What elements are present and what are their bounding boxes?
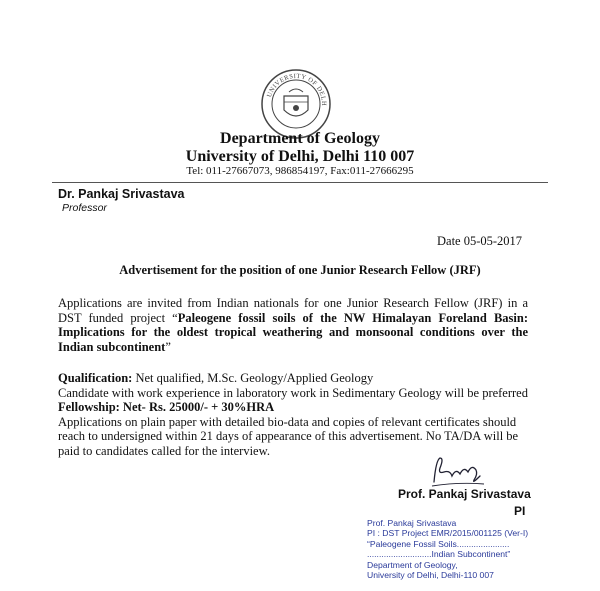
stamp-line-2: PI : DST Project EMR/2015/001125 (Ver-I) xyxy=(367,528,529,539)
intro-prefix: Applications are invited from Indian nationals for one Junior Research Fellow (JRF) in a DST funded project “ xyxy=(58,296,528,325)
official-stamp xyxy=(367,518,562,580)
seal-text: UNIVERSITY OF DELH xyxy=(265,72,328,107)
requirements-block xyxy=(58,371,538,459)
sender-name: Dr. Pankaj Srivastava xyxy=(58,187,185,201)
sender-designation: Professor xyxy=(62,202,107,214)
stamp-line-4: ...........................Indian Subcontinent” xyxy=(367,549,511,560)
stamp-line-6: University of Delhi, Delhi-110 007 xyxy=(367,570,494,581)
department-name: Department of Geology xyxy=(220,130,380,147)
stamp-line-3: “Paleogene Fossil Soils...................... xyxy=(367,538,510,549)
handwritten-signature xyxy=(428,452,488,492)
intro-suffix: ” xyxy=(165,339,171,354)
qualification-line xyxy=(58,371,538,386)
stamp-line-1: Prof. Pankaj Srivastava xyxy=(367,518,457,528)
letter-date: Date 05-05-2017 xyxy=(437,234,523,248)
signatory-name: Prof. Pankaj Srivastava xyxy=(398,487,531,501)
application-note: Applications on plain paper with detailed bio-data and copies of relevant certificates should reach to undersigned within 21 days of appearance of this advertisement. No TA/DA will be paid to candidates called for the interview. xyxy=(58,414,519,458)
qualification-value: Net qualified, M.Sc. Geology/Applied Geology xyxy=(132,371,374,385)
preference-line: Candidate with work experience in laboratory work in Sedimentary Geology will be preferred xyxy=(58,385,528,400)
stamp-line-5: Department of Geology, xyxy=(367,559,458,570)
header-divider xyxy=(52,182,548,183)
intro-paragraph xyxy=(58,296,528,354)
contact-line: Tel: 011-27667073, 986854197, Fax:011-27666295 xyxy=(186,165,414,177)
signatory-role: PI xyxy=(514,504,526,518)
fellowship-line xyxy=(58,400,538,415)
qualification-label: Qualification: xyxy=(58,371,133,385)
project-title: Paleogene fossil soils of the NW Himalayan Foreland Basin: Implications for the oldest tropical weathering and monsoonal conditions over the Indian subcontinent xyxy=(58,310,528,354)
svg-text:UNIVERSITY OF DELHI xyxy=(260,68,327,106)
advertisement-heading: Advertisement for the position of one Junior Research Fellow (JRF) xyxy=(119,263,481,277)
university-address: University of Delhi, Delhi 110 007 xyxy=(185,148,415,165)
fellowship-amount: Fellowship: Net- Rs. 25000/- + 30%HRA xyxy=(58,400,275,415)
